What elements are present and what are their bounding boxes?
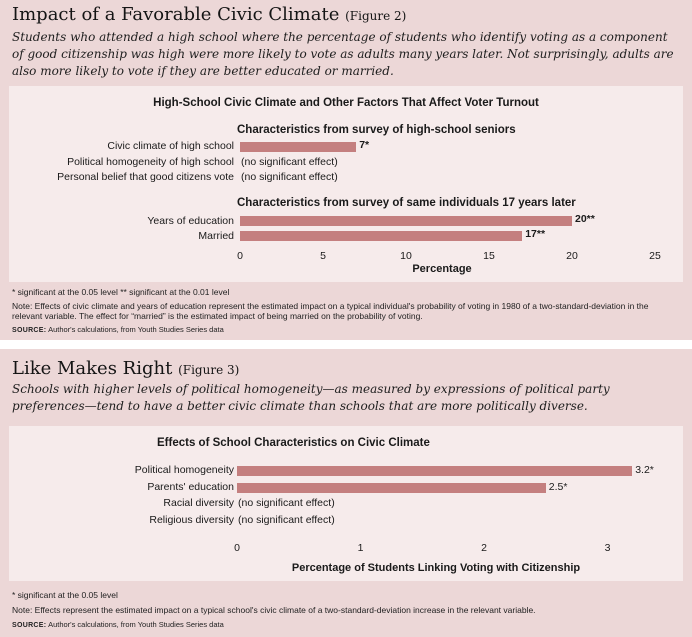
bar-label-married: 17** (525, 228, 546, 240)
group-2-title: Characteristics from survey of same individuals 17 years later (237, 197, 576, 209)
figure-3-source-label: SOURCE: (12, 622, 47, 629)
figure-2-source-label: SOURCE: (12, 327, 47, 334)
row-label-civic-climate: Civic climate of high school (107, 140, 234, 152)
no-effect-racial-diversity: (no significant effect) (238, 497, 335, 509)
figure-2-label: (Figure 2) (345, 9, 407, 23)
bar-label-years-education: 20** (575, 213, 595, 225)
figure-2-chart (9, 86, 683, 282)
row-labels (9, 426, 234, 536)
chart-title: High-School Civic Climate and Other Factors That Affect Voter Turnout (153, 97, 539, 109)
x-tick-5: 5 (320, 250, 326, 262)
figure-2-source (12, 325, 224, 334)
x-tick-0: 0 (237, 250, 243, 262)
row-label-parents-education: Parents' education (147, 481, 234, 493)
figure-3-footnote: * significant at the 0.05 level (12, 590, 118, 600)
bar-political-homogeneity (237, 466, 632, 476)
figure-3-source (12, 620, 224, 629)
figure-3-chart (9, 426, 683, 581)
x-tick-25: 25 (649, 250, 661, 262)
no-effect-religious-diversity: (no significant effect) (238, 514, 335, 526)
figure-3-source-text: Author's calculations, from Youth Studies Series data (48, 620, 224, 629)
x-tick-20: 20 (566, 250, 578, 262)
x-tick-2: 2 (481, 542, 487, 554)
x-tick-10: 10 (400, 250, 412, 262)
figure-2-note: Note: Effects of civic climate and years of education represent the estimated impact on a typical individual's probability of voting in 1980 of a two-standard-deviation in the relevant variable. The effect for “married” is the estimated impact of being married on the probability of voting. (12, 301, 649, 321)
figure-2-title (12, 4, 406, 25)
figure-3-panel (0, 349, 692, 637)
bar-years-education (240, 216, 572, 226)
row-label-personal-belief: Personal belief that good citizens vote (57, 171, 234, 183)
row-labels (9, 86, 234, 246)
bar-label-political-homogeneity: 3.2* (635, 464, 654, 476)
bar-label-parents-education: 2.5* (548, 481, 568, 493)
figure-3-title-text: Like Makes Right (12, 358, 173, 379)
x-tick-3: 3 (604, 542, 611, 554)
bar-parents-education (237, 483, 546, 493)
row-label-married: Married (198, 230, 234, 242)
x-axis-title: Percentage of Students Linking Voting with Citizenship (291, 562, 581, 574)
row-label-religious-diversity: Religious diversity (149, 514, 234, 526)
x-axis-title: Percentage (412, 263, 472, 275)
chart-title: Effects of School Characteristics on Civic Climate (157, 437, 430, 449)
figure-3-description: Schools with higher levels of political homogeneity—as measured by expressions of political party preferences—tend to have a better civic climate than schools that are more politically diverse. (12, 382, 610, 413)
group-1-title: Characteristics from survey of high-school seniors (237, 124, 516, 136)
figure-2-source-text: Author's calculations, from Youth Studies Series data (48, 325, 224, 334)
no-effect-personal-belief: (no significant effect) (241, 171, 338, 183)
row-label-political-homogeneity: Political homogeneity of high school (67, 156, 234, 168)
x-tick-0: 0 (234, 542, 240, 554)
row-label-political-homogeneity: Political homogeneity (134, 464, 234, 476)
figure-3-title (12, 358, 239, 379)
bar-label-civic-climate: 7* (359, 139, 370, 151)
bar-civic-climate (240, 142, 356, 152)
row-label-racial-diversity: Racial diversity (163, 497, 234, 509)
x-tick-1: 1 (357, 542, 364, 554)
figure-2-footnote: * significant at the 0.05 level ** significant at the 0.01 level (12, 287, 230, 297)
bar-married (240, 231, 522, 241)
row-label-years-education: Years of education (147, 215, 234, 227)
figure-2-description: Students who attended a high school where the percentage of students who identify voting as a component of good citizenship was high were more likely to vote as adults many years later. Not surprisingly, adults are also more likely to vote if they are better educated or married. (12, 30, 674, 78)
x-tick-15: 15 (483, 250, 495, 262)
figure-3-label: (Figure 3) (178, 363, 240, 377)
no-effect-political-homogeneity: (no significant effect) (241, 156, 338, 168)
figure-2-title-text: Impact of a Favorable Civic Climate (12, 4, 340, 25)
figure-3-note: Note: Effects represent the estimated impact on a typical school's civic climate of a two-standard-deviation increase in the relevant variable. (12, 605, 536, 615)
